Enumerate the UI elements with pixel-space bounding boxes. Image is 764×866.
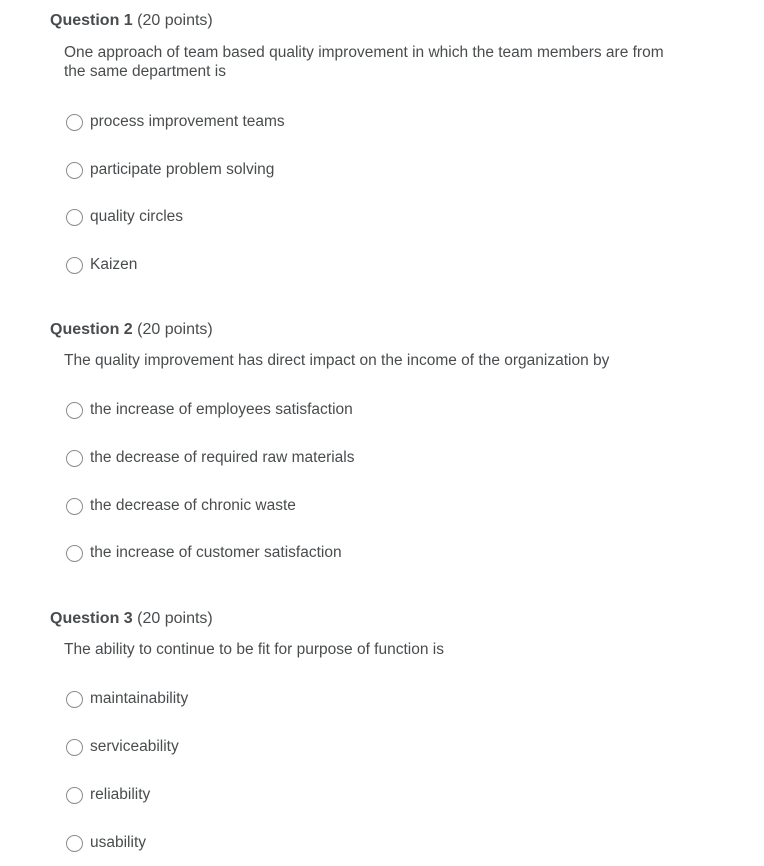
radio-button[interactable] — [66, 450, 83, 467]
radio-button[interactable] — [66, 835, 83, 852]
answer-option[interactable] — [66, 159, 274, 181]
radio-button[interactable] — [66, 209, 83, 226]
answer-label[interactable]: the decrease of chronic waste — [90, 497, 296, 514]
radio-button[interactable] — [66, 257, 83, 274]
question-points: (20 points) — [137, 12, 213, 29]
answer-option[interactable] — [66, 254, 137, 276]
answer-label[interactable]: Kaizen — [90, 256, 138, 273]
answer-label[interactable]: the increase of customer satisfaction — [90, 544, 342, 561]
radio-button[interactable] — [66, 498, 83, 515]
radio-button[interactable] — [66, 787, 83, 804]
question-1 — [50, 11, 750, 281]
answer-option[interactable] — [66, 447, 355, 469]
answer-label[interactable]: quality circles — [90, 208, 184, 225]
question-prompt: The quality improvement has direct impact on the income of the organization by — [64, 352, 610, 369]
answer-label[interactable]: usability — [90, 834, 146, 851]
answer-label[interactable]: the increase of employees satisfaction — [90, 401, 353, 418]
question-number: Question 1 — [50, 12, 133, 29]
question-points: (20 points) — [137, 321, 213, 338]
answer-label[interactable]: serviceability — [90, 738, 179, 755]
answer-option[interactable] — [66, 399, 353, 421]
answer-label[interactable]: maintainability — [90, 690, 189, 707]
answer-label[interactable]: reliability — [90, 786, 151, 803]
answer-option[interactable] — [66, 688, 188, 710]
radio-button[interactable] — [66, 691, 83, 708]
question-number: Question 2 — [50, 321, 133, 338]
answer-label[interactable]: process improvement teams — [90, 113, 285, 130]
question-3 — [50, 609, 750, 864]
answer-option[interactable] — [66, 111, 285, 133]
answer-label[interactable]: the decrease of required raw materials — [90, 449, 355, 466]
question-prompt: One approach of team based quality improvement in which the team members are from the same department is — [64, 44, 664, 80]
radio-button[interactable] — [66, 545, 83, 562]
question-2 — [50, 320, 750, 580]
question-1-header — [50, 11, 750, 31]
answer-option[interactable] — [66, 736, 179, 758]
radio-button[interactable] — [66, 739, 83, 756]
question-number: Question 3 — [50, 610, 133, 627]
question-3-header — [50, 609, 750, 629]
question-2-header — [50, 320, 750, 340]
radio-button[interactable] — [66, 114, 83, 131]
question-prompt: The ability to continue to be fit for purpose of function is — [64, 641, 444, 658]
answer-option[interactable] — [66, 495, 296, 517]
answer-option[interactable] — [66, 206, 183, 228]
radio-button[interactable] — [66, 402, 83, 419]
answer-label[interactable]: participate problem solving — [90, 161, 275, 178]
answer-option[interactable] — [66, 784, 150, 806]
answer-option[interactable] — [66, 832, 146, 854]
radio-button[interactable] — [66, 162, 83, 179]
answer-option[interactable] — [66, 542, 342, 564]
question-points: (20 points) — [137, 610, 213, 627]
